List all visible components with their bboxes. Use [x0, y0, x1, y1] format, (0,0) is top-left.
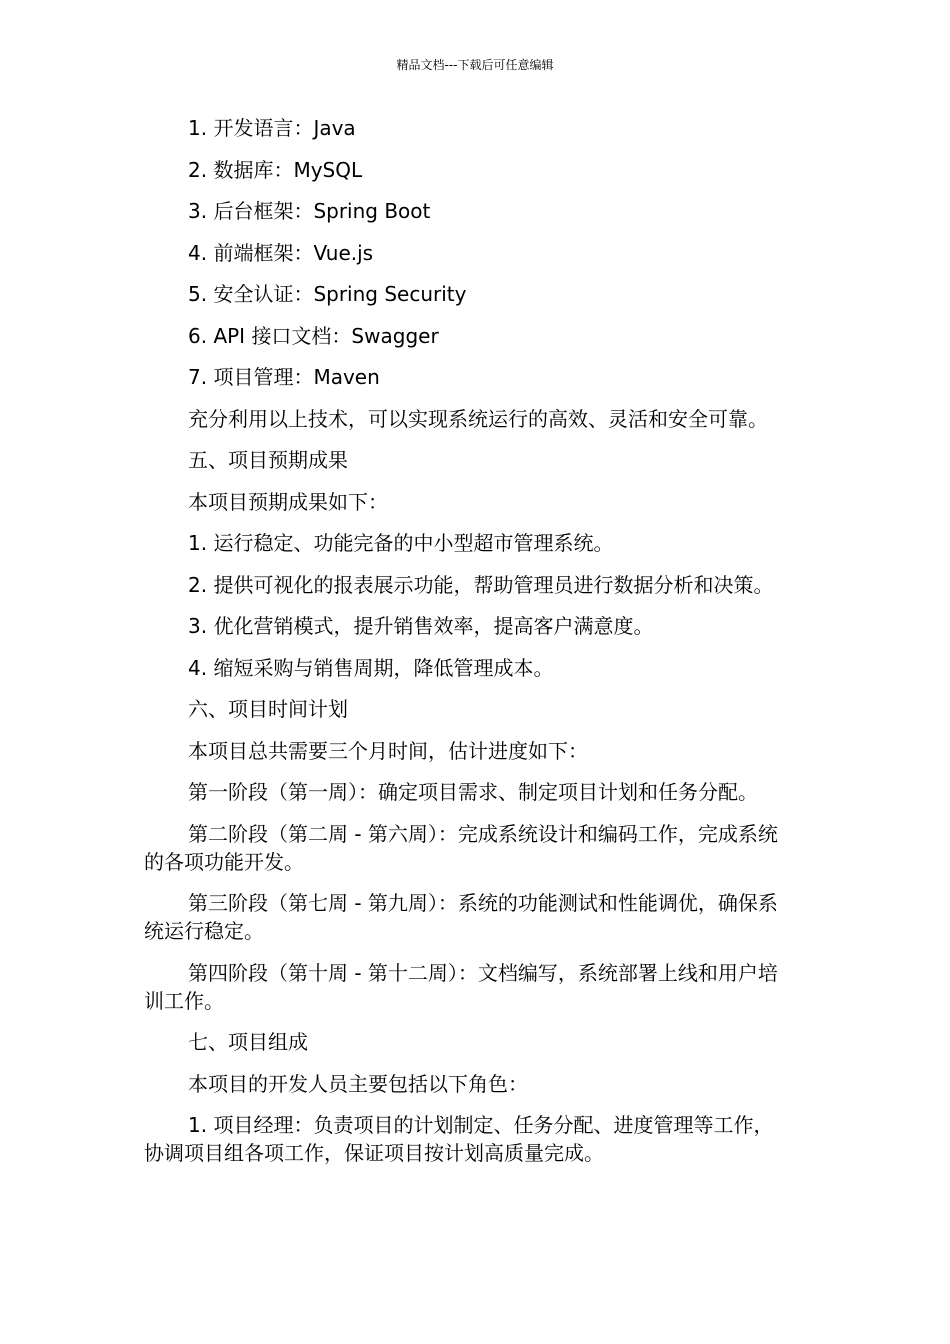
- schedule-phase-1: 第一阶段（第一周）：确定项目需求、制定项目计划和任务分配。: [188, 780, 758, 804]
- list-item-security: 5. 安全认证：Spring Security: [188, 282, 467, 306]
- tech-summary-paragraph: 充分利用以上技术，可以实现系统运行的高效、灵活和安全可靠。: [188, 406, 768, 431]
- list-item-api-docs: 6. API 接口文档：Swagger: [188, 323, 439, 348]
- schedule-phase-4: 第四阶段（第十周 - 第十二周）：文档编写，系统部署上线和用户培训工作。: [144, 960, 778, 1013]
- list-item-backend: 3. 后台框架：Spring Boot: [188, 199, 431, 223]
- result-item-1: 1. 运行稳定、功能完备的中小型超市管理系统。: [188, 531, 614, 555]
- document-body: [144, 114, 792, 1181]
- section-heading-schedule: 六、项目时间计划: [188, 697, 348, 721]
- result-item-3: 3. 优化营销模式，提升销售效率，提高客户满意度。: [188, 614, 654, 638]
- expected-results-intro: 本项目预期成果如下：: [188, 489, 388, 514]
- result-item-2: 2. 提供可视化的报表展示功能，帮助管理员进行数据分析和决策。: [188, 572, 774, 597]
- page-header: 精品文档---下载后可任意编辑: [396, 58, 554, 72]
- schedule-intro: 本项目总共需要三个月时间，估计进度如下：: [188, 738, 588, 763]
- team-intro: 本项目的开发人员主要包括以下角色：: [188, 1071, 528, 1096]
- list-item-language: 1. 开发语言：Java: [188, 116, 356, 140]
- team-role-1: 1. 项目经理：负责项目的计划制定、任务分配、进度管理等工作，协调项目组各项工作，保证项目按计划高质量完成。: [144, 1113, 774, 1165]
- section-heading-team: 七、项目组成: [188, 1030, 308, 1054]
- list-item-frontend: 4. 前端框架：Vue.js: [188, 240, 374, 265]
- section-heading-expected-results: 五、项目预期成果: [188, 448, 348, 472]
- schedule-phase-2: 第二阶段（第二周 - 第六周）：完成系统设计和编码工作，完成系统的各项功能开发。: [144, 821, 778, 874]
- result-item-4: 4. 缩短采购与销售周期，降低管理成本。: [188, 655, 554, 680]
- list-item-project-mgmt: 7. 项目管理：Maven: [188, 365, 380, 389]
- schedule-phase-3: 第三阶段（第七周 - 第九周）：系统的功能测试和性能调优，确保系统运行稳定。: [144, 891, 778, 943]
- list-item-database: 2. 数据库：MySQL: [188, 157, 363, 182]
